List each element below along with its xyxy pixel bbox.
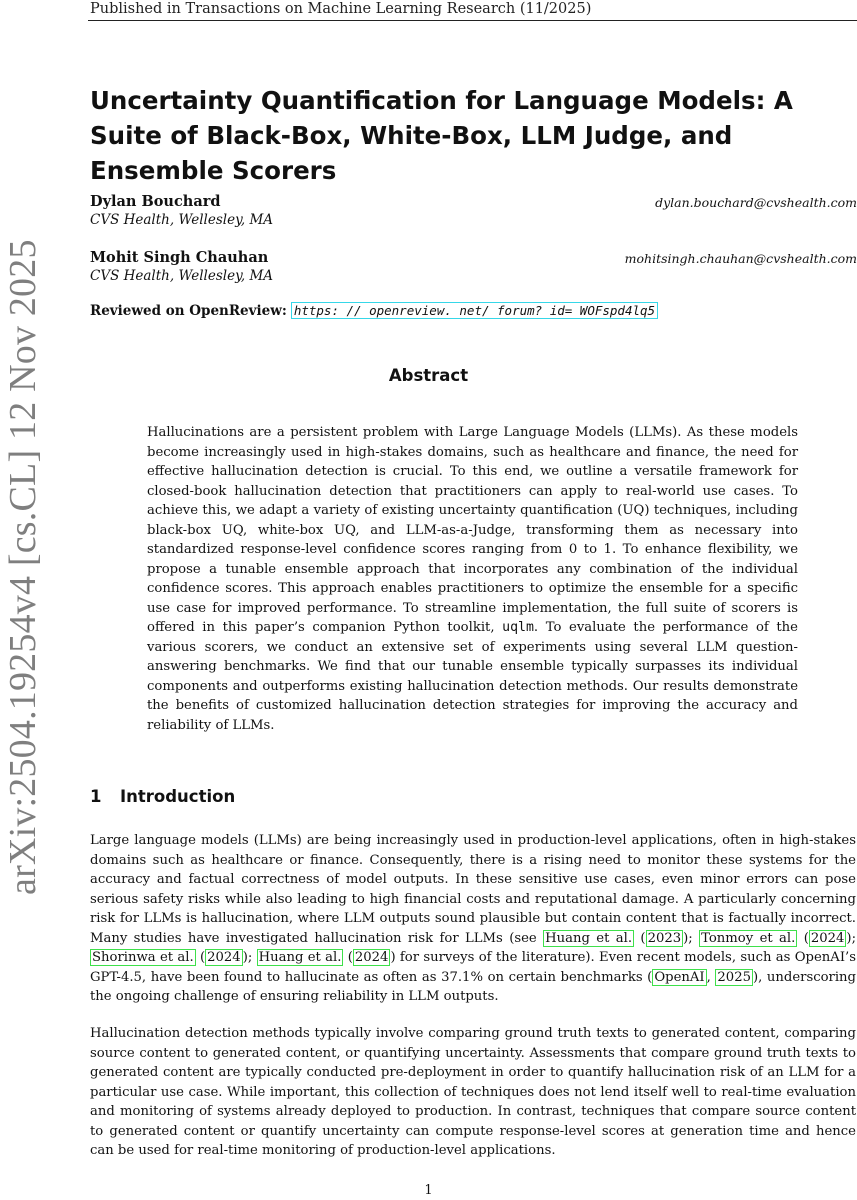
citation-sep: ( — [797, 930, 809, 946]
paragraph-text: Large language models (LLMs) are being increasingly used in production-level applications, often in high-stakes domains such as healthcare or finance. Consequently, there is a rising need to monitor these systems for the accuracy and factual correctness of model outputs. In these sensitive use cases, even minor errors can pose serious safety risks while also leading to high financial costs and reputational damage. A particularly concerning risk for LLMs is hallucination, where LLM outputs sound plausible but contain content that is factually incorrect. Many studies have investigated hallucination risk for LLMs (see — [90, 833, 856, 946]
openreview-link[interactable]: https: // openreview. net/ forum? id= WOFspd4lq5 — [291, 302, 658, 319]
author-name: Mohit Singh Chauhan — [90, 249, 269, 266]
section-title: Introduction — [120, 787, 236, 806]
paragraph-text: ), underscoring the ongoing challenge of ensuring reliability in LLM outputs. — [90, 969, 856, 1004]
citation-link[interactable]: Tonmoy et al. — [701, 930, 796, 946]
citation-sep: ); — [242, 950, 257, 965]
citation-link[interactable]: Huang et al. — [545, 930, 633, 946]
citation-link[interactable]: OpenAI — [654, 969, 705, 985]
citation-sep: ( — [343, 950, 353, 965]
citation-year-link[interactable]: 2025 — [717, 969, 751, 985]
author-affiliation: CVS Health, Wellesley, MA — [90, 212, 274, 228]
abstract-text: . To evaluate the performance of the various scorers, we conduct an extensive set of experiments using several LLM question-answering benchmarks. We find that our tunable ensemble typically surpasses its individual components and outperforms existing hallucination detection methods. Our results demonstrate the benefits of customized hallucination detection strategies for improving the accuracy and reliability of LLMs. — [147, 620, 798, 733]
citation-year-link[interactable]: 2024 — [810, 930, 845, 946]
author-email[interactable]: dylan.bouchard@cvshealth.com — [655, 195, 857, 210]
author-affiliation: CVS Health, Wellesley, MA — [90, 268, 274, 284]
paragraph-text: ) for surveys of the literature). Even recent models, such as OpenAI’s GPT-4.5, have been found to hallucinate as often as 37.1% on certain benchmarks ( — [90, 950, 856, 985]
intro-paragraph-2: Hallucination detection methods typically involve comparing ground truth texts to generated content, comparing source content to generated content, or quantifying uncertainty. Assessments that compare ground truth texts to generated content are typically conducted pre-deployment in order to quantify hallucination risk of an LLM for a particular use case. While important, this collection of techniques does not lend itself well to real-time evaluation and monitoring of systems already deployed to production. In contrast, techniques that compare source content to generated content or quantify uncertainty can compute response-level scores at generation time and hence can be used for real-time monitoring of production-level applications. — [90, 1026, 856, 1158]
author-name: Dylan Bouchard — [90, 193, 221, 210]
arxiv-identifier: arXiv:2504.19254v4 [cs.CL] 12 Nov 2025 — [2, 239, 44, 895]
citation-year-link[interactable]: 2024 — [207, 950, 241, 965]
review-line — [90, 302, 658, 319]
citation-year-link[interactable]: 2023 — [647, 930, 682, 946]
running-header: Published in Transactions on Machine Learning Research (11/2025) — [90, 1, 592, 17]
review-label: Reviewed on OpenReview: — [90, 303, 287, 319]
citation-sep: ); — [846, 930, 857, 946]
abstract-body — [147, 423, 798, 735]
abstract-heading: Abstract — [388, 366, 469, 385]
citation-link[interactable]: Huang et al. — [258, 950, 342, 965]
intro-paragraph-1 — [90, 831, 856, 1007]
citation-sep: ( — [195, 950, 206, 965]
paper-title: Uncertainty Quantification for Language Models: A Suite of Black-Box, White-Box, LLM Judge, and Ensemble Scorers — [90, 86, 793, 185]
citation-link[interactable]: Shorinwa et al. — [92, 950, 194, 965]
citation-sep: ( — [634, 930, 646, 946]
citation-sep: ); — [683, 930, 700, 946]
toolkit-name: uqlm — [502, 620, 534, 635]
section-heading — [90, 787, 235, 806]
citation-sep: , — [706, 969, 716, 985]
author-email[interactable]: mohitsingh.chauhan@cvshealth.com — [624, 251, 857, 266]
citation-year-link[interactable]: 2024 — [354, 950, 389, 965]
page-number: 1 — [424, 1183, 433, 1198]
abstract-text: Hallucinations are a persistent problem with Large Language Models (LLMs). As these models become increasingly used in high-stakes domains, such as healthcare and finance, the need for effective hallucination detection is crucial. To this end, we outline a versatile framework for closed-book hallucination detection that practitioners can apply to real-world use cases. To achieve this, we adapt a variety of existing uncertainty quantification (UQ) techniques, including black-box UQ, white-box UQ, and LLM-as-a-Judge, transforming them as necessary into standardized response-level confidence scores ranging from 0 to 1. To enhance flexibility, we propose a tunable ensemble approach that incorporates any combination of the individual confidence scores. This approach enables practitioners to optimize the ensemble for a specific use case for improved performance. To streamline implementation, the full suite of scorers is offered in this paper’s companion Python toolkit, — [147, 425, 798, 635]
section-number: 1 — [90, 787, 102, 806]
